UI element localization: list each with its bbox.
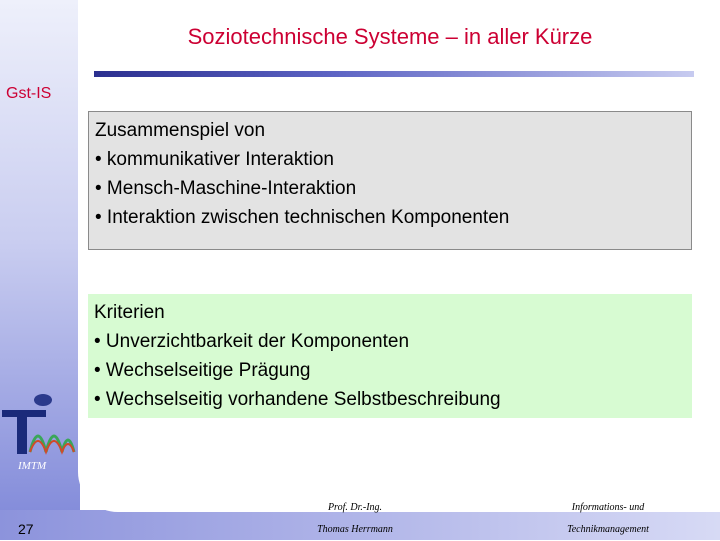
footer-author-line1: Prof. Dr.-Ing. bbox=[327, 502, 383, 513]
interaction-box bbox=[88, 111, 692, 250]
box-line: • Mensch-Maschine-Interaktion bbox=[95, 178, 357, 199]
slide-title: Soziotechnische Systeme – in aller Kürze bbox=[187, 24, 593, 49]
logo-text: IMTM bbox=[18, 460, 47, 472]
box-line: Kriterien bbox=[94, 302, 165, 323]
corner-label: Gst-IS bbox=[6, 85, 52, 102]
box-line: • kommunikativer Interaktion bbox=[95, 149, 334, 170]
footer-author-line2: Thomas Herrmann bbox=[317, 524, 393, 535]
box-line: • Wechselseitig vorhandene Selbstbeschreibung bbox=[94, 389, 501, 410]
box-line: • Unverzichtbarkeit der Komponenten bbox=[94, 331, 410, 352]
footer-department bbox=[548, 497, 668, 541]
box-line: • Wechselseitige Prägung bbox=[94, 360, 311, 381]
footer-department-line2: Technikmanagement bbox=[567, 524, 649, 535]
page-number: 27 bbox=[18, 521, 34, 537]
footer-author bbox=[300, 497, 410, 541]
footer-department-line1: Informations- und bbox=[571, 502, 645, 513]
title-underline bbox=[94, 71, 694, 77]
box-line: Zusammenspiel von bbox=[95, 120, 266, 141]
box-line: • Interaktion zwischen technischen Komponenten bbox=[95, 207, 510, 228]
criteria-box bbox=[88, 294, 692, 418]
